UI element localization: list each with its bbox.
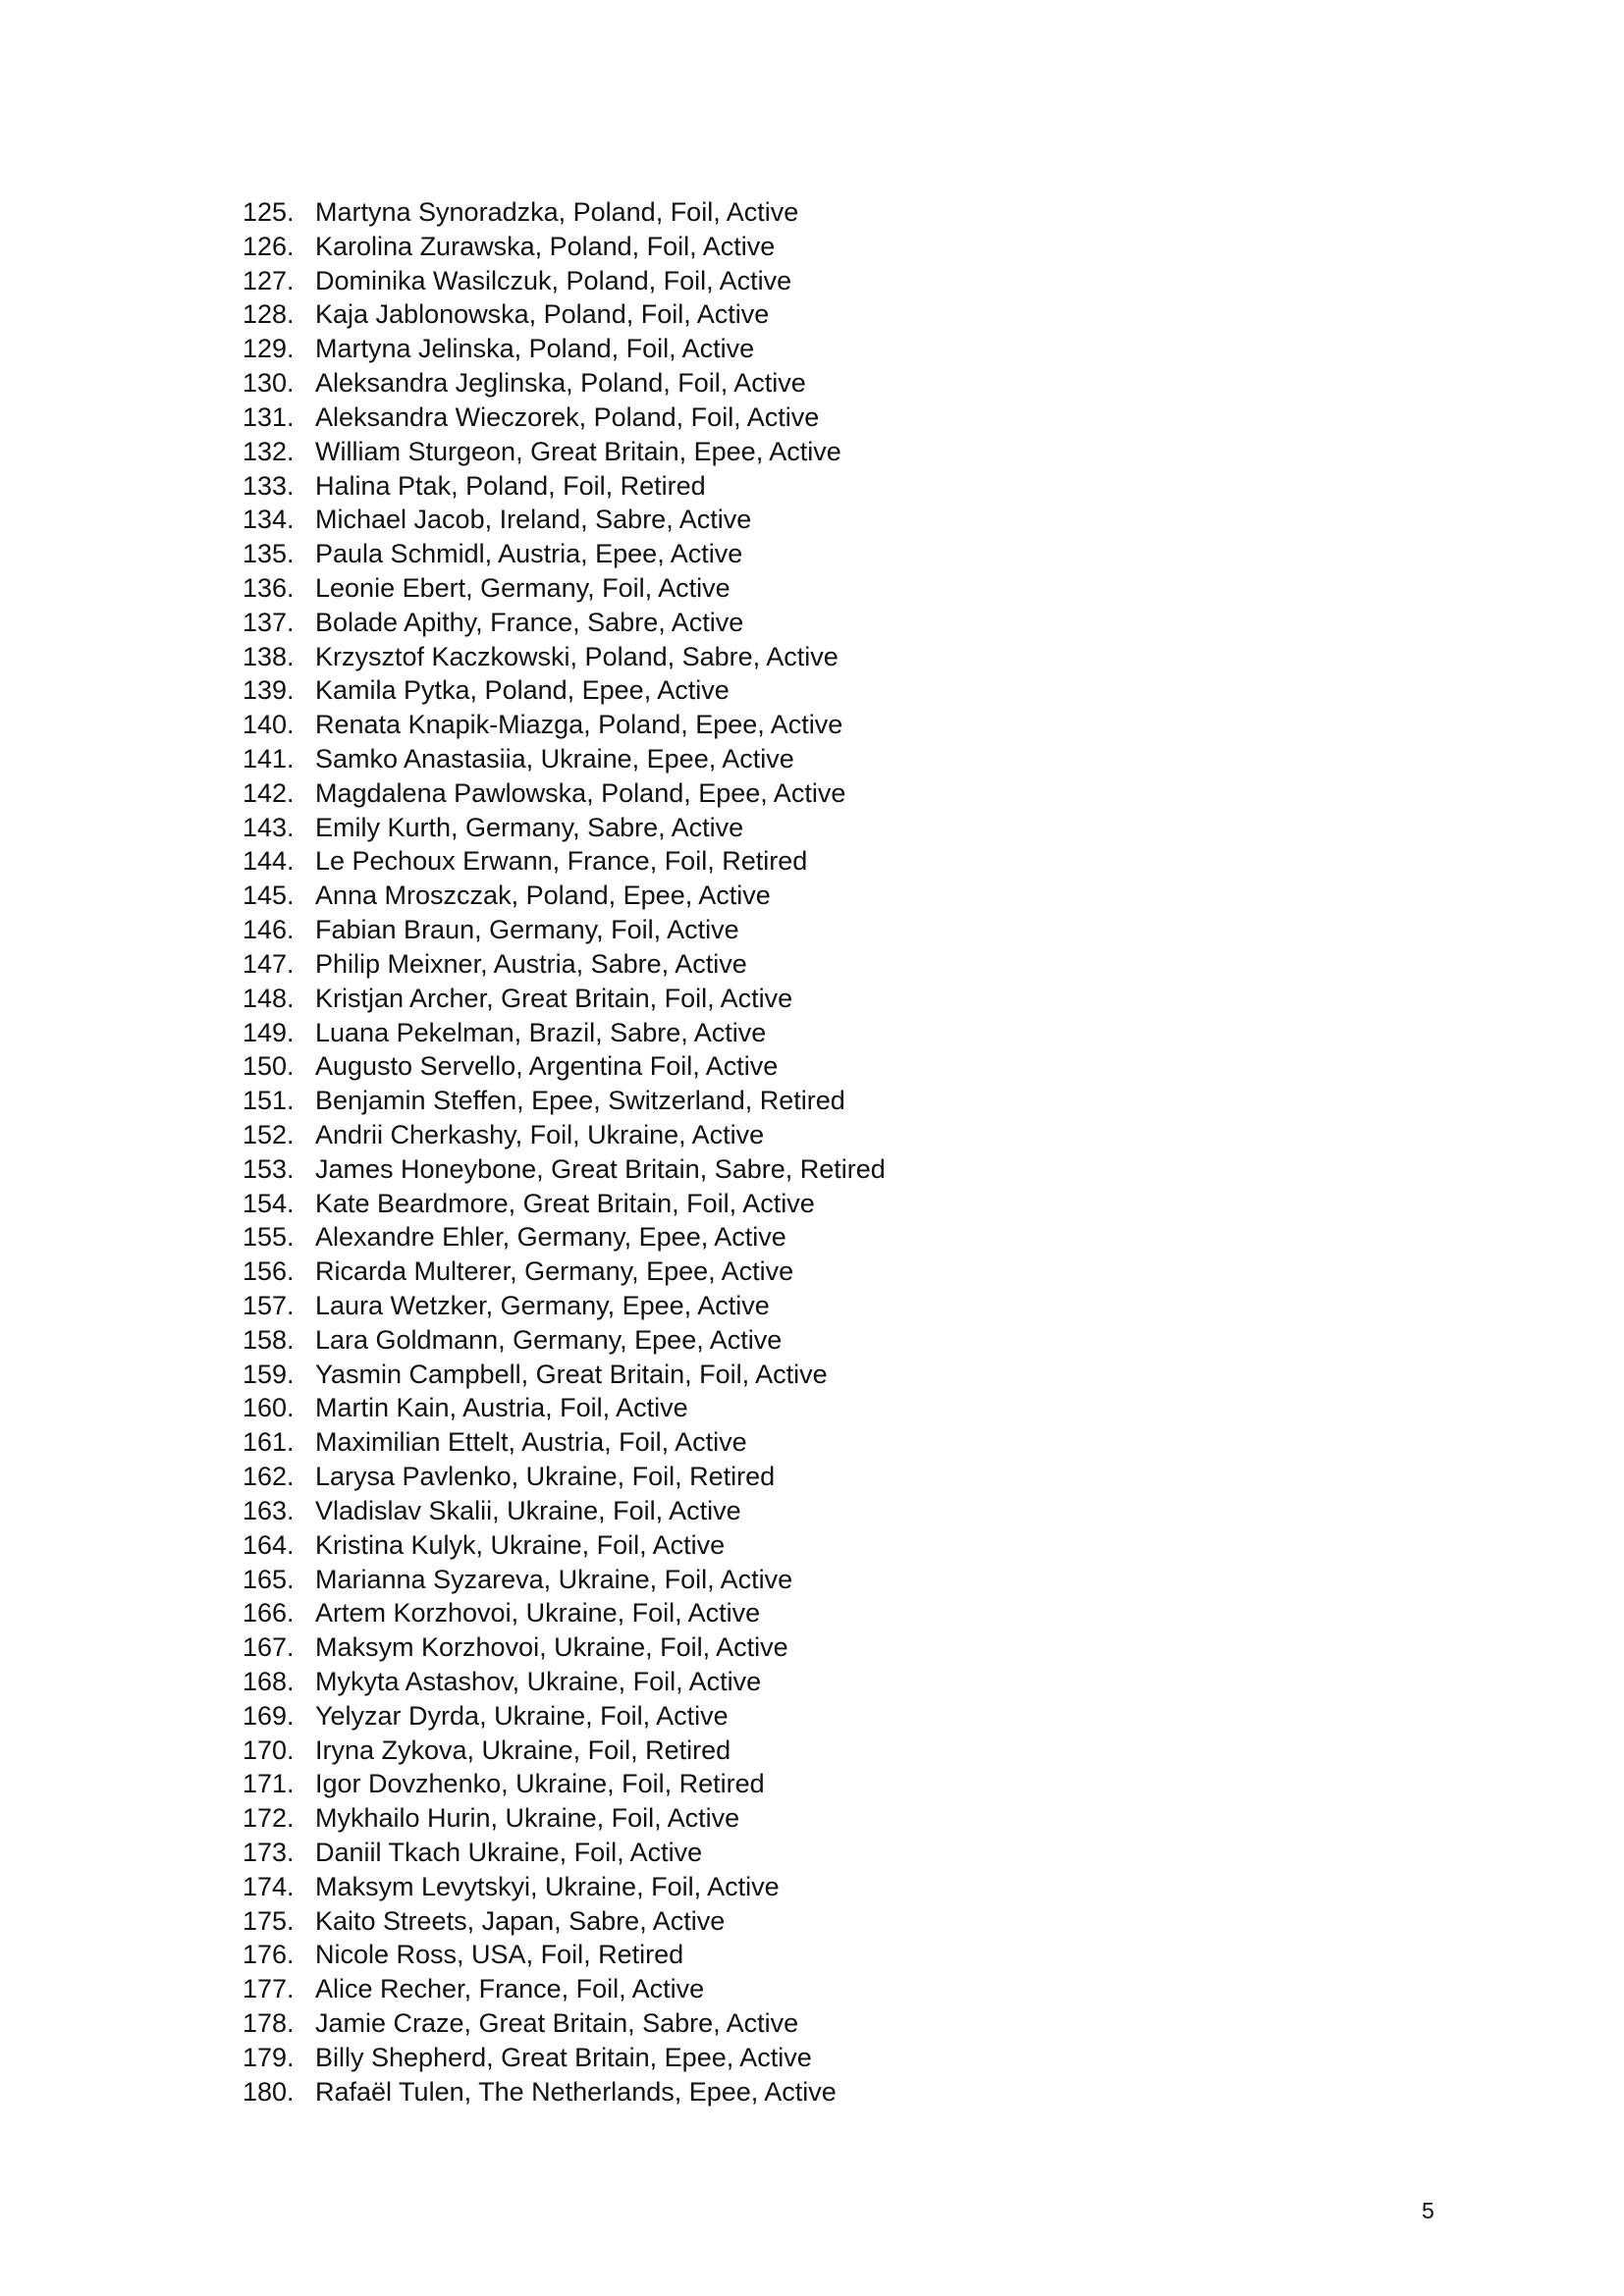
- list-item-text: Magdalena Pawlowska, Poland, Epee, Active: [315, 777, 846, 808]
- list-item-number: 148.: [243, 983, 295, 1013]
- list-item-number: 135.: [243, 539, 295, 569]
- list-item-text: Bolade Apithy, France, Sabre, Active: [315, 607, 744, 637]
- list-item: [243, 1528, 886, 1563]
- list-item-text: Yelyzar Dyrda, Ukraine, Foil, Active: [315, 1700, 729, 1731]
- list-item-number: 138.: [243, 641, 295, 671]
- list-item: [243, 1049, 886, 1084]
- list-item-text: Kate Beardmore, Great Britain, Foil, Active: [315, 1188, 815, 1218]
- list-item: [243, 2075, 886, 2109]
- list-item-number: 175.: [243, 1905, 295, 1936]
- list-item: [243, 1391, 886, 1425]
- list-item: [243, 982, 886, 1016]
- list-item-text: Krzysztof Kaczkowski, Poland, Sabre, Active: [315, 641, 839, 671]
- list-item-number: 160.: [243, 1393, 295, 1423]
- list-item-text: Kaja Jablonowska, Poland, Foil, Active: [315, 299, 770, 330]
- list-item: [243, 1734, 886, 1768]
- list-item-number: 142.: [243, 777, 295, 808]
- list-item: [243, 297, 886, 332]
- list-item: [243, 2006, 886, 2041]
- list-item-number: 168.: [243, 1666, 295, 1696]
- list-item-text: Andrii Cherkashy, Foil, Ukraine, Active: [315, 1119, 765, 1149]
- list-item-number: 131.: [243, 401, 295, 432]
- list-item: [243, 264, 886, 298]
- list-item-number: 158.: [243, 1324, 295, 1355]
- list-item-number: 157.: [243, 1291, 295, 1320]
- list-item-text: Le Pechoux Erwann, France, Foil, Retired: [315, 846, 808, 877]
- list-item-number: 178.: [243, 2008, 295, 2039]
- list-item-text: Laura Wetzker, Germany, Epee, Active: [315, 1291, 770, 1320]
- list-item-text: Martin Kain, Austria, Foil, Active: [315, 1393, 688, 1423]
- list-item: [243, 1084, 886, 1118]
- list-item: [243, 1904, 886, 1939]
- list-item-number: 132.: [243, 436, 295, 466]
- list-item-text: Igor Dovzhenko, Ukraine, Foil, Retired: [315, 1769, 765, 1799]
- list-item-number: 133.: [243, 470, 295, 501]
- list-item-number: 155.: [243, 1222, 295, 1253]
- list-item-number: 145.: [243, 881, 295, 911]
- list-item-text: Nicole Ross, USA, Foil, Retired: [315, 1940, 684, 1970]
- list-item-text: Aleksandra Jeglinska, Poland, Foil, Active: [315, 368, 806, 399]
- list-item-text: Anna Mroszczak, Poland, Epee, Active: [315, 881, 771, 911]
- list-item-number: 143.: [243, 812, 295, 842]
- list-item-number: 177.: [243, 1974, 295, 2004]
- list-item: [243, 640, 886, 674]
- list-item: [243, 1255, 886, 1289]
- list-item-text: Alexandre Ehler, Germany, Epee, Active: [315, 1222, 786, 1253]
- list-item-text: Aleksandra Wieczorek, Poland, Foil, Active: [315, 401, 820, 432]
- list-item-text: Yasmin Campbell, Great Britain, Foil, Active: [315, 1359, 828, 1389]
- list-item: [243, 1220, 886, 1255]
- list-item-number: 126.: [243, 231, 295, 261]
- list-item: [243, 1870, 886, 1904]
- list-item-text: Halina Ptak, Poland, Foil, Retired: [315, 470, 706, 501]
- list-item-text: Emily Kurth, Germany, Sabre, Active: [315, 812, 744, 842]
- list-item: [243, 947, 886, 982]
- list-item-number: 156.: [243, 1256, 295, 1287]
- list-item-text: James Honeybone, Great Britain, Sabre, Retired: [315, 1153, 886, 1184]
- list-item-number: 134.: [243, 505, 295, 535]
- list-item-number: 137.: [243, 607, 295, 637]
- list-item-number: 153.: [243, 1153, 295, 1184]
- list-item-text: Rafaël Tulen, The Netherlands, Epee, Active: [315, 2076, 837, 2107]
- list-item-number: 180.: [243, 2076, 295, 2107]
- list-item-text: Billy Shepherd, Great Britain, Epee, Active: [315, 2042, 812, 2072]
- list-item: [243, 1563, 886, 1597]
- list-item-text: Maksym Levytskyi, Ukraine, Foil, Active: [315, 1871, 780, 1901]
- list-item-number: 139.: [243, 675, 295, 706]
- list-item-text: Martyna Synoradzka, Poland, Foil, Active: [315, 197, 799, 227]
- list-item-number: 150.: [243, 1051, 295, 1082]
- list-item-number: 147.: [243, 948, 295, 979]
- list-item-text: Marianna Syzareva, Ukraine, Foil, Active: [315, 1564, 793, 1594]
- page-number: 5: [1422, 2198, 1435, 2223]
- list-item: [243, 1289, 886, 1323]
- list-item-number: 151.: [243, 1086, 295, 1116]
- list-item: [243, 1630, 886, 1665]
- list-item-number: 144.: [243, 846, 295, 877]
- list-item-number: 170.: [243, 1735, 295, 1765]
- list-item-text: Luana Pekelman, Brazil, Sabre, Active: [315, 1017, 767, 1047]
- list-item: [243, 879, 886, 913]
- list-item-number: 161.: [243, 1427, 295, 1458]
- list-item-text: Martyna Jelinska, Poland, Foil, Active: [315, 334, 755, 364]
- list-item-number: 149.: [243, 1017, 295, 1047]
- list-item-number: 140.: [243, 710, 295, 740]
- list-item: [243, 435, 886, 469]
- list-item: [243, 1425, 886, 1460]
- list-item: [243, 1460, 886, 1494]
- list-item: [243, 1187, 886, 1221]
- list-item: [243, 708, 886, 742]
- list-item: [243, 230, 886, 264]
- list-item-text: William Sturgeon, Great Britain, Epee, Active: [315, 436, 841, 466]
- list-item-text: Karolina Zurawska, Poland, Foil, Active: [315, 231, 776, 261]
- list-item: [243, 332, 886, 366]
- list-item: [243, 400, 886, 435]
- list-item-number: 162.: [243, 1462, 295, 1492]
- list-item: [243, 537, 886, 571]
- list-item: [243, 1665, 886, 1699]
- list-item-number: 152.: [243, 1119, 295, 1149]
- list-item: [243, 844, 886, 879]
- numbered-list: [243, 195, 886, 2109]
- list-item-text: Renata Knapik-Miazga, Poland, Epee, Active: [315, 710, 843, 740]
- list-item: [243, 503, 886, 537]
- list-item-text: Ricarda Multerer, Germany, Epee, Active: [315, 1256, 794, 1287]
- list-item-number: 176.: [243, 1940, 295, 1970]
- list-item-text: Samko Anastasiia, Ukraine, Epee, Active: [315, 744, 794, 774]
- list-item-number: 136.: [243, 572, 295, 603]
- list-item-text: Artem Korzhovoi, Ukraine, Foil, Active: [315, 1598, 761, 1629]
- list-item-number: 172.: [243, 1803, 295, 1834]
- list-item: [243, 1358, 886, 1392]
- list-item: [243, 1118, 886, 1152]
- list-item: [243, 2041, 886, 2075]
- list-item: [243, 1596, 886, 1630]
- list-item-text: Kristjan Archer, Great Britain, Foil, Active: [315, 983, 793, 1013]
- list-item-text: Alice Recher, France, Foil, Active: [315, 1974, 705, 2004]
- list-item-number: 125.: [243, 197, 295, 227]
- list-item-text: Leonie Ebert, Germany, Foil, Active: [315, 572, 731, 603]
- list-item-number: 146.: [243, 915, 295, 945]
- list-item-text: Maximilian Ettelt, Austria, Foil, Active: [315, 1427, 747, 1458]
- list-item-number: 169.: [243, 1700, 295, 1731]
- list-item-text: Jamie Craze, Great Britain, Sabre, Active: [315, 2008, 799, 2039]
- list-item: [243, 1836, 886, 1870]
- list-item: [243, 776, 886, 811]
- list-item: [243, 1699, 886, 1734]
- list-item: [243, 1016, 886, 1050]
- list-item-number: 163.: [243, 1495, 295, 1525]
- list-item-text: Augusto Servello, Argentina Foil, Active: [315, 1051, 779, 1082]
- list-item-number: 167.: [243, 1632, 295, 1663]
- list-item: [243, 742, 886, 776]
- list-item-text: Kamila Pytka, Poland, Epee, Active: [315, 675, 730, 706]
- list-item: [243, 1494, 886, 1528]
- list-item: [243, 1801, 886, 1836]
- list-item-text: Lara Goldmann, Germany, Epee, Active: [315, 1324, 783, 1355]
- list-item-number: 159.: [243, 1359, 295, 1389]
- list-item: [243, 1323, 886, 1358]
- list-item-text: Iryna Zykova, Ukraine, Foil, Retired: [315, 1735, 731, 1765]
- list-item-text: Kaito Streets, Japan, Sabre, Active: [315, 1905, 726, 1936]
- list-item: [243, 1972, 886, 2006]
- list-item-number: 171.: [243, 1769, 295, 1799]
- list-item-number: 141.: [243, 744, 295, 774]
- list-item-text: Maksym Korzhovoi, Ukraine, Foil, Active: [315, 1632, 788, 1663]
- list-item: [243, 195, 886, 230]
- list-item-text: Fabian Braun, Germany, Foil, Active: [315, 915, 739, 945]
- list-item: [243, 1938, 886, 1972]
- list-item-number: 165.: [243, 1564, 295, 1594]
- list-item-number: 129.: [243, 334, 295, 364]
- list-item-number: 128.: [243, 299, 295, 330]
- list-item-number: 164.: [243, 1529, 295, 1560]
- list-item: [243, 571, 886, 606]
- list-item: [243, 469, 886, 504]
- list-item-text: Philip Meixner, Austria, Sabre, Active: [315, 948, 747, 979]
- list-item-number: 127.: [243, 265, 295, 295]
- list-item-text: Kristina Kulyk, Ukraine, Foil, Active: [315, 1529, 726, 1560]
- list-item-number: 166.: [243, 1598, 295, 1629]
- list-item-text: Larysa Pavlenko, Ukraine, Foil, Retired: [315, 1462, 776, 1492]
- list-item-text: Mykhailo Hurin, Ukraine, Foil, Active: [315, 1803, 740, 1834]
- list-item-text: Michael Jacob, Ireland, Sabre, Active: [315, 505, 752, 535]
- list-item-text: Mykyta Astashov, Ukraine, Foil, Active: [315, 1666, 762, 1696]
- list-item: [243, 366, 886, 400]
- list-item: [243, 1152, 886, 1187]
- list-item: [243, 913, 886, 947]
- list-item: [243, 1767, 886, 1801]
- list-item-text: Paula Schmidl, Austria, Epee, Active: [315, 539, 743, 569]
- list-item-text: Dominika Wasilczuk, Poland, Foil, Active: [315, 265, 792, 295]
- list-item-text: Daniil Tkach Ukraine, Foil, Active: [315, 1838, 703, 1867]
- list-item-text: Vladislav Skalii, Ukraine, Foil, Active: [315, 1495, 741, 1525]
- list-item: [243, 606, 886, 640]
- list-item-number: 174.: [243, 1871, 295, 1901]
- list-item-number: 179.: [243, 2042, 295, 2072]
- list-item-text: Benjamin Steffen, Epee, Switzerland, Retired: [315, 1086, 845, 1116]
- list-item-number: 154.: [243, 1188, 295, 1218]
- list-item: [243, 673, 886, 708]
- list-item-number: 173.: [243, 1838, 295, 1867]
- list-item: [243, 811, 886, 845]
- list-item-number: 130.: [243, 368, 295, 399]
